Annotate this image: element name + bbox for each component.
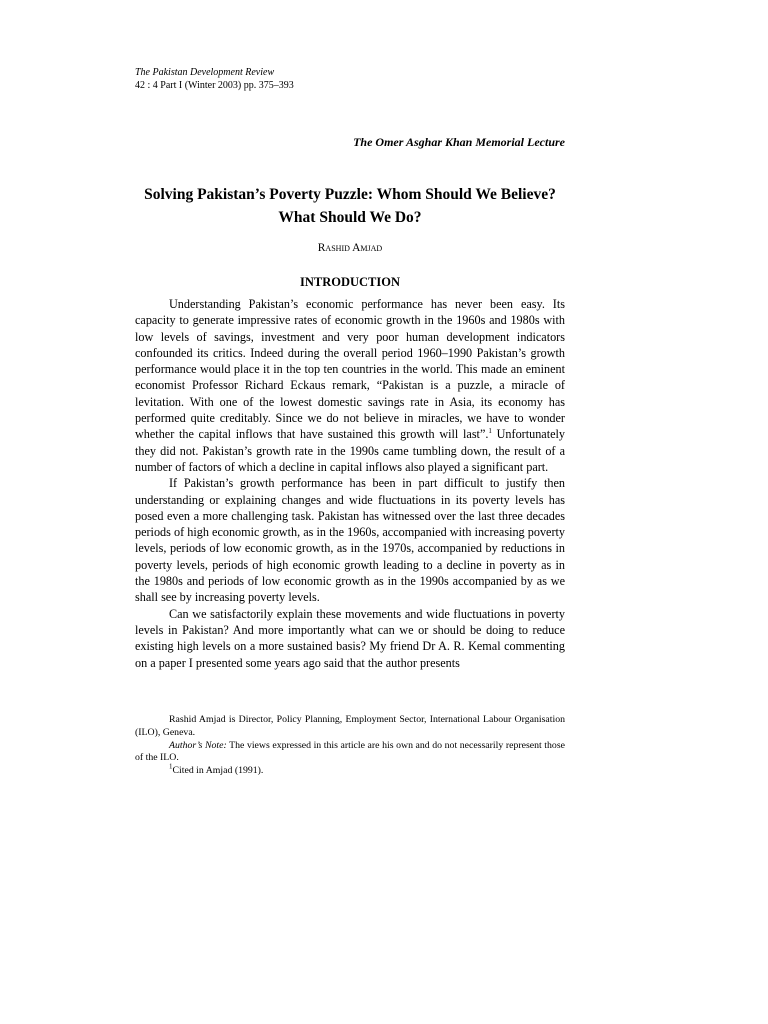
footnote-1: [135, 762, 565, 778]
author-name: Rashid Amjad: [317, 242, 383, 254]
lecture-name: The Omer Asghar Khan Memorial Lecture: [353, 135, 565, 149]
author-note: [135, 740, 565, 766]
issue-info: 42 : 4 Part I (Winter 2003) pp. 375–393: [135, 80, 294, 91]
footnotes: [135, 714, 565, 778]
author-note-label: Author’s Note:: [169, 739, 227, 751]
paragraph-3: Can we satisfactorily explain these movements and wide fluctuations in poverty levels in Pakistan? And more importantly what can we or should be doing to reduce existing high levels on a more sustained basis? My friend Dr A. R. Kemal commenting on a paper I presented some years ago said that the author presents: [135, 606, 565, 670]
section-heading: INTRODUCTION: [299, 275, 400, 289]
paragraph-1-part-a: Understanding Pakistan’s economic performance has never been easy. Its capacity to generate impressive rates of economic growth in the 1960s and 1980s with low levels of savings, investment and very poor human development indicators confounded its critics. Indeed during the overall period 1960–1990 Pakistan’s growth performance would place it in the top ten countries in the world. This made an eminent economist Professor Richard Eckaus remark, “Pakistan is a puzzle, a miracle of levitation. With one of the lowest domestic savings rate in Asia, its economy has performed quite creditably. Since we do not believe in miracles, we have to wonder whether the capital inflows that have sustained this growth will last”.: [135, 297, 565, 442]
footnote-1-text: Cited in Amjad (1991).: [172, 765, 264, 777]
body-text: [135, 296, 565, 671]
article-title: [125, 183, 575, 229]
title-line-1: Solving Pakistan’s Poverty Puzzle: Whom Should We Believe?: [144, 186, 556, 203]
paragraph-2: If Pakistan’s growth performance has been in part difficult to justify then understanding or explaining changes and wide fluctuations in its poverty levels has posed even a more challenging task. Pakistan has witnessed over the last three decades periods of high economic growth, as in the 1960s, accompanied with increasing poverty levels, periods of low economic growth, as in the 1970s, accompanied by reductions in poverty levels, periods of high economic growth leading to a decline in poverty as in the 1980s and periods of low economic growth as in the 1990s accompanied by as we shall see by increasing poverty levels.: [135, 476, 565, 605]
footnote-ref-1: 1: [488, 427, 492, 436]
journal-name: The Pakistan Development Review: [135, 67, 275, 78]
running-header: [135, 66, 294, 92]
paragraph-1-part-b: Unfortunately they did not. Pakistan’s growth rate in the 1990s came tumbling down, the result of a number of factors of which a decline in capital inflows also played a significant part.: [135, 427, 565, 474]
title-line-2: What Should We Do?: [278, 209, 422, 226]
footnote-1-mark: 1: [169, 762, 173, 771]
author-affiliation: Rashid Amjad is Director, Policy Planning, Employment Sector, International Labour Organisation (ILO), Geneva.: [135, 714, 565, 738]
author-note-text: The views expressed in this article are his own and do not necessarily represent those of the ILO.: [135, 739, 565, 764]
paragraph-1: [135, 296, 565, 475]
